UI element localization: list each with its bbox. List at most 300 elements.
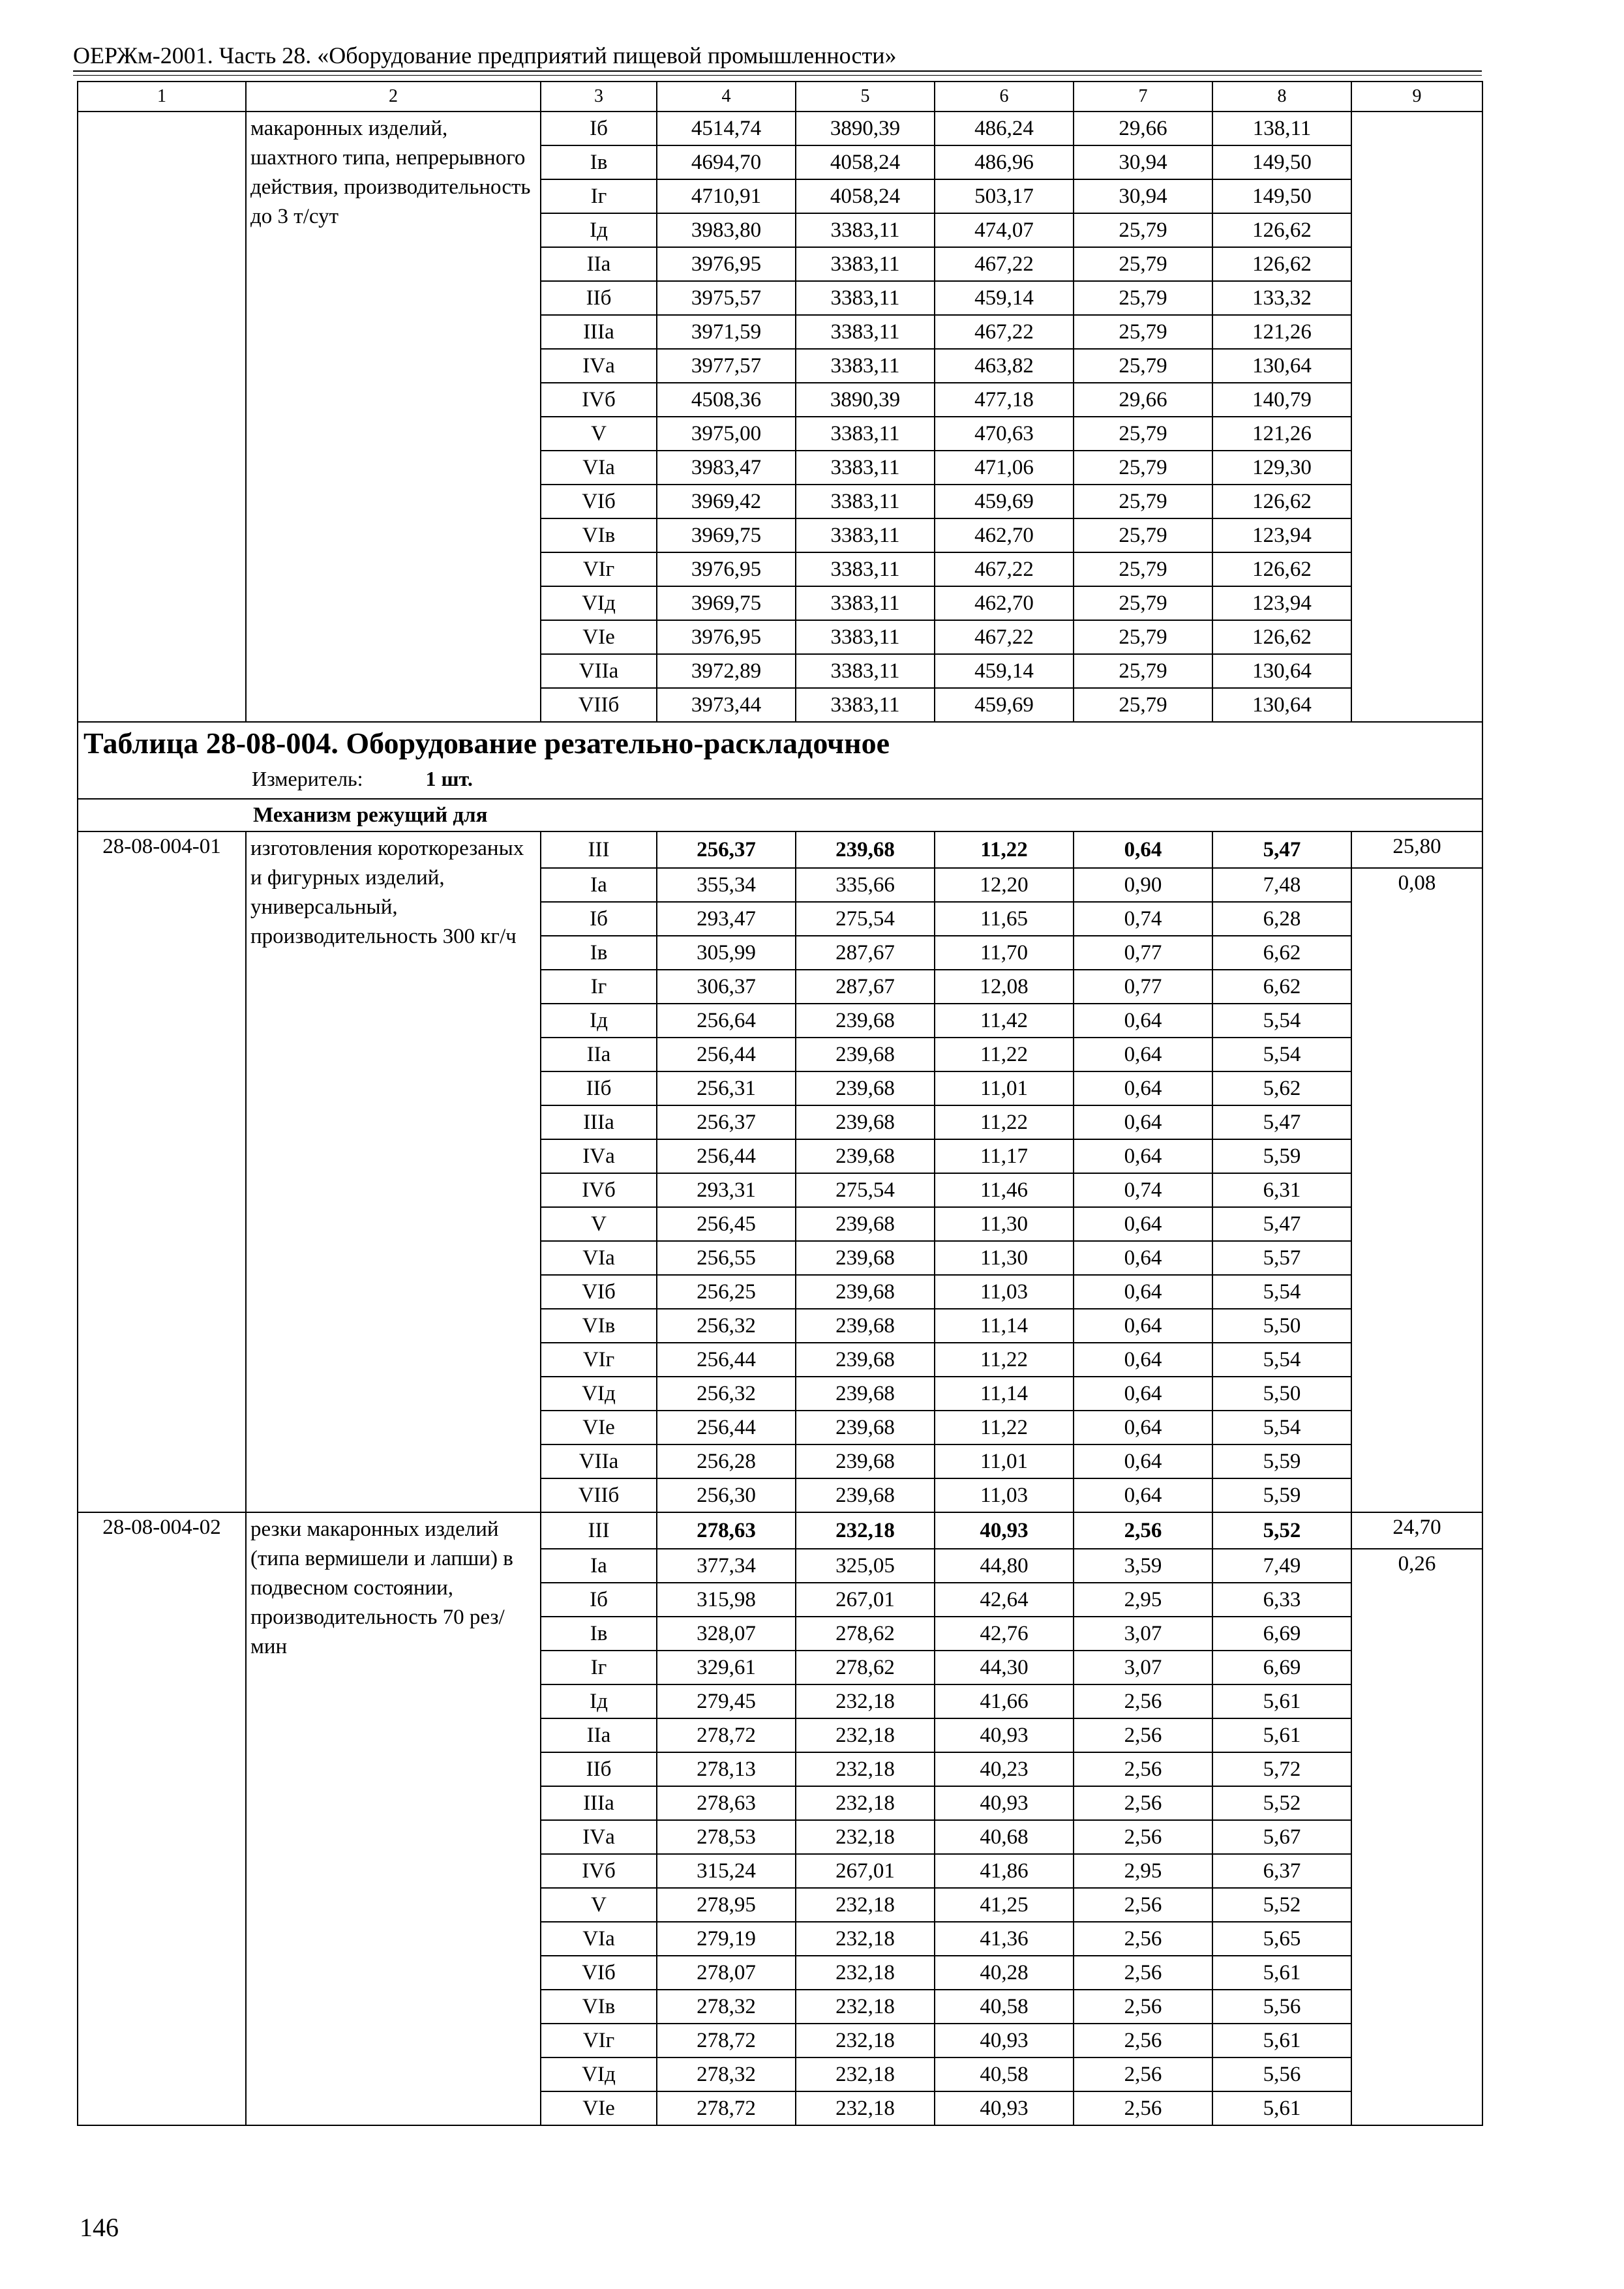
value-cell: 126,62 [1212,620,1351,654]
zone-cell: Iа [541,1549,657,1583]
value-cell: 2,56 [1074,2091,1212,2125]
value-cell: 6,37 [1212,1854,1351,1888]
value-cell: 5,54 [1212,1343,1351,1377]
value-cell: 467,22 [935,620,1074,654]
value-cell: 459,14 [935,281,1074,315]
value-cell: 41,86 [935,1854,1074,1888]
value-cell: 3383,11 [796,247,935,281]
value-cell: 239,68 [796,1309,935,1343]
labor-cost-cell: 0,08 [1351,868,1482,1512]
value-cell: 462,70 [935,586,1074,620]
value-cell: 5,56 [1212,1990,1351,2024]
value-cell: 239,68 [796,1241,935,1275]
value-cell: 267,01 [796,1854,935,1888]
value-cell: 467,22 [935,247,1074,281]
value-cell: 11,22 [935,1038,1074,1071]
column-number: 5 [796,82,935,112]
column-number: 4 [657,82,796,112]
value-cell: 3383,11 [796,586,935,620]
header-rule-thin [73,75,1482,76]
value-cell: 267,01 [796,1583,935,1617]
item-code [78,112,246,722]
item-description: изготовления короткорезаных и фигурных изделий, универсальный, производительность 300 кг/ч [246,831,541,1512]
value-cell: 232,18 [796,1752,935,1786]
value-cell: 138,11 [1212,112,1351,145]
value-cell: 239,68 [796,1038,935,1071]
value-cell: 459,69 [935,688,1074,722]
value-cell: 2,56 [1074,1990,1212,2024]
value-cell: 239,68 [796,1343,935,1377]
value-cell: 256,44 [657,1139,796,1173]
value-cell: 3976,95 [657,552,796,586]
value-cell: 256,37 [657,831,796,868]
value-cell: 315,98 [657,1583,796,1617]
column-number: 6 [935,82,1074,112]
value-cell: 3383,11 [796,451,935,485]
value-cell: 3890,39 [796,112,935,145]
value-cell: 306,37 [657,970,796,1004]
value-cell: 232,18 [796,1684,935,1718]
zone-cell: Iв [541,1617,657,1651]
value-cell: 275,54 [796,902,935,936]
value-cell: 256,64 [657,1004,796,1038]
value-cell: 256,32 [657,1377,796,1411]
zone-cell: IIб [541,281,657,315]
value-cell: 3383,11 [796,349,935,383]
value-cell: 5,59 [1212,1478,1351,1512]
zone-cell: VIе [541,620,657,654]
value-cell: 6,69 [1212,1617,1351,1651]
zone-cell: VIа [541,451,657,485]
value-cell: 470,63 [935,417,1074,451]
value-cell: 3383,11 [796,315,935,349]
value-cell: 232,18 [796,1718,935,1752]
value-cell: 30,94 [1074,179,1212,213]
value-cell: 5,72 [1212,1752,1351,1786]
value-cell: 0,64 [1074,1478,1212,1512]
zone-cell: IIб [541,1752,657,1786]
value-cell: 140,79 [1212,383,1351,417]
value-cell: 377,34 [657,1549,796,1583]
value-cell: 130,64 [1212,349,1351,383]
value-cell: 5,67 [1212,1820,1351,1854]
value-cell: 293,47 [657,902,796,936]
value-cell: 3383,11 [796,213,935,247]
zone-cell: Iд [541,1684,657,1718]
value-cell: 486,96 [935,145,1074,179]
value-cell: 30,94 [1074,145,1212,179]
value-cell: 278,53 [657,1820,796,1854]
value-cell: 4058,24 [796,145,935,179]
zone-cell: VIв [541,1990,657,2024]
value-cell: 25,79 [1074,247,1212,281]
value-cell: 7,48 [1212,868,1351,902]
value-cell: 11,22 [935,831,1074,868]
value-cell: 5,54 [1212,1275,1351,1309]
value-cell: 3983,47 [657,451,796,485]
value-cell: 256,45 [657,1207,796,1241]
value-cell: 278,62 [796,1651,935,1684]
column-number: 2 [246,82,541,112]
value-cell: 5,59 [1212,1444,1351,1478]
value-cell: 11,65 [935,902,1074,936]
value-cell: 6,69 [1212,1651,1351,1684]
value-cell: 5,54 [1212,1038,1351,1071]
value-cell: 11,01 [935,1444,1074,1478]
value-cell: 12,08 [935,970,1074,1004]
column-number: 3 [541,82,657,112]
value-cell: 0,64 [1074,1071,1212,1105]
value-cell: 239,68 [796,1004,935,1038]
value-cell: 41,66 [935,1684,1074,1718]
zone-cell: IIIа [541,315,657,349]
value-cell: 3975,57 [657,281,796,315]
value-cell: 3973,44 [657,688,796,722]
value-cell: 232,18 [796,1922,935,1956]
column-number: 8 [1212,82,1351,112]
value-cell: 232,18 [796,2057,935,2091]
value-cell: 3,59 [1074,1549,1212,1583]
table-row [78,1512,1482,1549]
value-cell: 5,59 [1212,1139,1351,1173]
zone-cell: IVа [541,349,657,383]
value-cell: 149,50 [1212,145,1351,179]
zone-cell: IIб [541,1071,657,1105]
value-cell: 3890,39 [796,383,935,417]
value-cell: 5,47 [1212,831,1351,868]
value-cell: 279,45 [657,1684,796,1718]
value-cell: 123,94 [1212,518,1351,552]
value-cell: 232,18 [796,2091,935,2125]
zone-cell: Iд [541,1004,657,1038]
value-cell: 0,64 [1074,1207,1212,1241]
zone-cell: IVб [541,1173,657,1207]
value-cell: 256,28 [657,1444,796,1478]
value-cell: 40,68 [935,1820,1074,1854]
value-cell: 0,64 [1074,1411,1212,1444]
value-cell: 239,68 [796,1207,935,1241]
zone-cell: VIе [541,1411,657,1444]
value-cell: 239,68 [796,1105,935,1139]
value-cell: 5,47 [1212,1105,1351,1139]
value-cell: 239,68 [796,1139,935,1173]
value-cell: 11,14 [935,1309,1074,1343]
value-cell: 5,62 [1212,1071,1351,1105]
zone-cell: VIг [541,552,657,586]
value-cell: 2,56 [1074,1888,1212,1922]
value-cell: 329,61 [657,1651,796,1684]
value-cell: 2,56 [1074,2057,1212,2091]
zone-cell: Iв [541,145,657,179]
value-cell: 0,74 [1074,1173,1212,1207]
value-cell: 42,64 [935,1583,1074,1617]
value-cell: 5,65 [1212,1922,1351,1956]
value-cell: 5,61 [1212,1956,1351,1990]
value-cell: 278,72 [657,1718,796,1752]
value-cell: 11,03 [935,1275,1074,1309]
value-cell: 239,68 [796,1478,935,1512]
item-description: резки макаронных изделий (типа вермишели и лапши) в подвесном состоянии, производительность 70 рез/мин [246,1512,541,2125]
column-number-row [78,82,1482,112]
value-cell: 126,62 [1212,552,1351,586]
labor-cost-cell: 24,70 [1351,1512,1482,1549]
value-cell: 40,93 [935,2091,1074,2125]
value-cell: 503,17 [935,179,1074,213]
value-cell: 40,58 [935,1990,1074,2024]
value-cell: 232,18 [796,1820,935,1854]
value-cell: 355,34 [657,868,796,902]
measure-label: Измеритель: [252,767,363,790]
value-cell: 5,57 [1212,1241,1351,1275]
value-cell: 6,62 [1212,936,1351,970]
value-cell: 2,56 [1074,1512,1212,1549]
value-cell: 25,79 [1074,315,1212,349]
value-cell: 287,67 [796,936,935,970]
value-cell: 0,64 [1074,1343,1212,1377]
value-cell: 3969,75 [657,586,796,620]
value-cell: 459,14 [935,654,1074,688]
value-cell: 3383,11 [796,518,935,552]
zone-cell: VIб [541,1275,657,1309]
value-cell: 3975,00 [657,417,796,451]
value-cell: 44,30 [935,1651,1074,1684]
value-cell: 11,22 [935,1343,1074,1377]
value-cell: 40,93 [935,1512,1074,1549]
column-number: 1 [78,82,246,112]
value-cell: 5,52 [1212,1512,1351,1549]
zone-cell: VIб [541,485,657,518]
value-cell: 3969,42 [657,485,796,518]
zone-cell: VIIа [541,1444,657,1478]
value-cell: 328,07 [657,1617,796,1651]
value-cell: 11,46 [935,1173,1074,1207]
zone-cell: Iб [541,902,657,936]
value-cell: 2,56 [1074,1684,1212,1718]
value-cell: 0,74 [1074,902,1212,936]
zone-cell: Iг [541,970,657,1004]
value-cell: 486,24 [935,112,1074,145]
value-cell: 0,64 [1074,1309,1212,1343]
measure-value: 1 шт. [425,767,473,790]
value-cell: 278,13 [657,1752,796,1786]
value-cell: 6,31 [1212,1173,1351,1207]
value-cell: 25,79 [1074,281,1212,315]
value-cell: 256,55 [657,1241,796,1275]
zone-cell: VIа [541,1922,657,1956]
value-cell: 40,28 [935,1956,1074,1990]
zone-cell: VIд [541,1377,657,1411]
zone-cell: VIг [541,2024,657,2057]
value-cell: 256,32 [657,1309,796,1343]
value-cell: 305,99 [657,936,796,970]
value-cell: 40,23 [935,1752,1074,1786]
zone-cell: Iб [541,1583,657,1617]
zone-cell: III [541,831,657,868]
value-cell: 2,56 [1074,1820,1212,1854]
zone-cell: IIа [541,1718,657,1752]
value-cell: 467,22 [935,552,1074,586]
value-cell: 11,30 [935,1241,1074,1275]
value-cell: 3383,11 [796,620,935,654]
value-cell: 232,18 [796,1990,935,2024]
value-cell: 256,44 [657,1038,796,1071]
zone-cell: V [541,1207,657,1241]
value-cell: 239,68 [796,1377,935,1411]
value-cell: 11,22 [935,1105,1074,1139]
value-cell: 3383,11 [796,688,935,722]
value-cell: 4710,91 [657,179,796,213]
value-cell: 0,64 [1074,831,1212,868]
value-cell: 2,56 [1074,1786,1212,1820]
value-cell: 278,95 [657,1888,796,1922]
value-cell: 275,54 [796,1173,935,1207]
value-cell: 3972,89 [657,654,796,688]
zone-cell: VIIб [541,688,657,722]
value-cell: 5,61 [1212,2091,1351,2125]
header-rule [73,70,1482,72]
value-cell: 477,18 [935,383,1074,417]
value-cell: 6,33 [1212,1583,1351,1617]
value-cell: 278,07 [657,1956,796,1990]
value-cell: 11,17 [935,1139,1074,1173]
value-cell: 25,79 [1074,451,1212,485]
zone-cell: IIIа [541,1105,657,1139]
value-cell: 232,18 [796,1888,935,1922]
value-cell: 3383,11 [796,654,935,688]
value-cell: 0,90 [1074,868,1212,902]
value-cell: 278,63 [657,1512,796,1549]
value-cell: 121,26 [1212,417,1351,451]
value-cell: 462,70 [935,518,1074,552]
value-cell: 0,64 [1074,1444,1212,1478]
value-cell: 0,64 [1074,1139,1212,1173]
value-cell: 40,58 [935,2057,1074,2091]
value-cell: 315,24 [657,1854,796,1888]
value-cell: 11,42 [935,1004,1074,1038]
zone-cell: VIа [541,1241,657,1275]
value-cell: 123,94 [1212,586,1351,620]
value-cell: 4508,36 [657,383,796,417]
zone-cell: Iд [541,213,657,247]
value-cell: 11,22 [935,1411,1074,1444]
value-cell: 42,76 [935,1617,1074,1651]
zone-cell: Iг [541,179,657,213]
value-cell: 239,68 [796,1275,935,1309]
group-heading-row [78,799,1482,831]
value-cell: 0,64 [1074,1038,1212,1071]
value-cell: 256,31 [657,1071,796,1105]
value-cell: 25,79 [1074,518,1212,552]
empty-cell [1351,112,1482,722]
value-cell: 25,79 [1074,417,1212,451]
value-cell: 25,79 [1074,688,1212,722]
value-cell: 126,62 [1212,485,1351,518]
value-cell: 126,62 [1212,213,1351,247]
zone-cell: Iб [541,112,657,145]
value-cell: 5,50 [1212,1309,1351,1343]
value-cell: 29,66 [1074,112,1212,145]
zone-cell: IVб [541,383,657,417]
value-cell: 256,37 [657,1105,796,1139]
value-cell: 463,82 [935,349,1074,383]
value-cell: 278,62 [796,1617,935,1651]
value-cell: 0,64 [1074,1275,1212,1309]
value-cell: 459,69 [935,485,1074,518]
value-cell: 25,79 [1074,485,1212,518]
value-cell: 467,22 [935,315,1074,349]
value-cell: 256,25 [657,1275,796,1309]
value-cell: 25,79 [1074,213,1212,247]
page-number: 146 [80,2213,119,2242]
value-cell: 2,95 [1074,1854,1212,1888]
item-code: 28-08-004-01 [78,831,246,1512]
value-cell: 44,80 [935,1549,1074,1583]
value-cell: 279,19 [657,1922,796,1956]
zone-cell: VIб [541,1956,657,1990]
zone-cell: Iг [541,1651,657,1684]
value-cell: 25,79 [1074,349,1212,383]
value-cell: 232,18 [796,2024,935,2057]
value-cell: 4514,74 [657,112,796,145]
table-row [78,831,1482,868]
value-cell: 278,63 [657,1786,796,1820]
zone-cell: V [541,1888,657,1922]
value-cell: 11,30 [935,1207,1074,1241]
value-cell: 5,56 [1212,2057,1351,2091]
value-cell: 11,14 [935,1377,1074,1411]
value-cell: 232,18 [796,1786,935,1820]
value-cell: 41,25 [935,1888,1074,1922]
value-cell: 25,79 [1074,620,1212,654]
value-cell: 5,50 [1212,1377,1351,1411]
value-cell: 11,03 [935,1478,1074,1512]
value-cell: 130,64 [1212,688,1351,722]
value-cell: 335,66 [796,868,935,902]
value-cell: 2,95 [1074,1583,1212,1617]
value-cell: 3983,80 [657,213,796,247]
value-cell: 278,32 [657,1990,796,2024]
value-cell: 5,54 [1212,1004,1351,1038]
value-cell: 11,70 [935,936,1074,970]
value-cell: 474,07 [935,213,1074,247]
value-cell: 5,52 [1212,1786,1351,1820]
zone-cell: IIа [541,247,657,281]
table-title: Таблица 28-08-004. Оборудование резательно-раскладочное [83,726,890,760]
value-cell: 3971,59 [657,315,796,349]
value-cell: 126,62 [1212,247,1351,281]
item-code: 28-08-004-02 [78,1512,246,2125]
zone-cell: VIIб [541,1478,657,1512]
zone-cell: VIв [541,518,657,552]
zone-cell: VIд [541,2057,657,2091]
value-cell: 3383,11 [796,485,935,518]
value-cell: 232,18 [796,1956,935,1990]
value-cell: 239,68 [796,1071,935,1105]
value-cell: 256,44 [657,1411,796,1444]
value-cell: 121,26 [1212,315,1351,349]
measure-line [83,764,1477,793]
value-cell: 471,06 [935,451,1074,485]
value-cell: 5,54 [1212,1411,1351,1444]
zone-cell: VIд [541,586,657,620]
value-cell: 0,64 [1074,1004,1212,1038]
value-cell: 40,93 [935,1786,1074,1820]
value-cell: 3977,57 [657,349,796,383]
value-cell: 3383,11 [796,417,935,451]
zone-cell: VIе [541,2091,657,2125]
value-cell: 41,36 [935,1922,1074,1956]
zone-cell: IVа [541,1820,657,1854]
